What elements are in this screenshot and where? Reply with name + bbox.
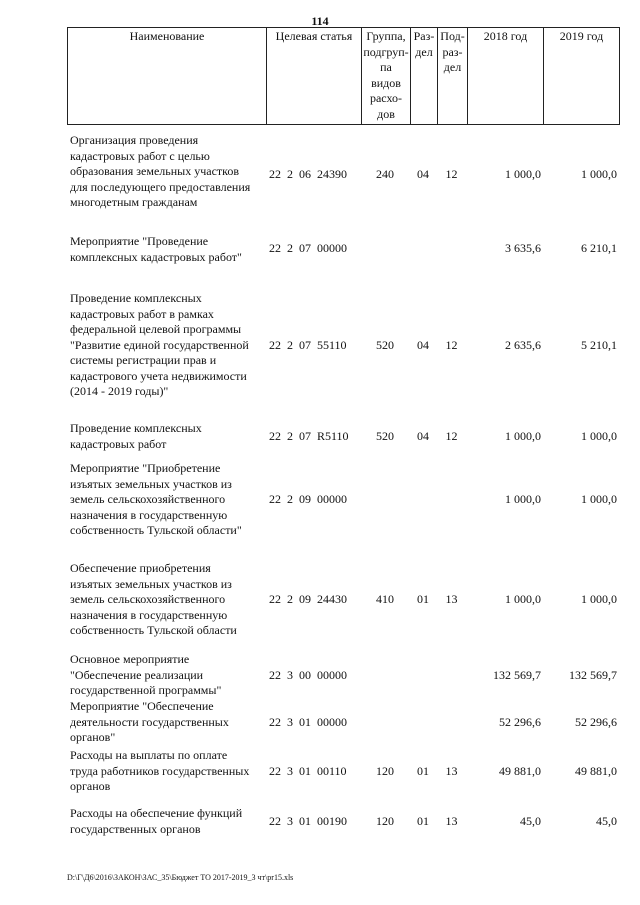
table-header (67, 27, 620, 125)
row-group: 520 (376, 429, 394, 443)
row-target-code: 22 2 07 R5110 (269, 429, 349, 443)
row-name (70, 699, 270, 746)
page-number: 114 (311, 14, 329, 28)
row-amount-2018: 1 000,0 (505, 429, 541, 443)
row-name-line: Расходы на обеспечение функций (70, 806, 243, 820)
row-group: 120 (376, 764, 394, 778)
row-name-line: кадастровых работ с целью (70, 148, 210, 163)
header-razdel-line: дел (415, 44, 433, 59)
row-razdel: 04 (417, 429, 429, 443)
row-name-line: кадастрового учета недвижимости (70, 368, 247, 383)
row-amount-2019: 1 000,0 (581, 429, 617, 443)
row-name-line: кадастровых работ в рамках (70, 306, 214, 321)
row-target-code: 22 2 09 00000 (269, 492, 347, 506)
header-year-2019: 2019 год (543, 28, 619, 124)
row-name-line: деятельности государственных (70, 714, 229, 729)
header-group-line: па (380, 60, 392, 74)
row-group: 240 (376, 167, 394, 181)
row-amount-2019: 1 000,0 (581, 592, 617, 606)
header-podrazdel-line: Под- (440, 29, 465, 43)
row-name-line: "Обеспечение реализации (70, 667, 204, 682)
row-name-line: труда работников государственных (70, 763, 250, 778)
row-amount-2018: 49 881,0 (499, 764, 541, 778)
row-razdel: 01 (417, 814, 429, 828)
row-name (70, 806, 270, 837)
row-amount-2019: 6 210,1 (581, 241, 617, 255)
row-podrazdel: 13 (445, 764, 458, 778)
row-target-code: 22 2 07 00000 (269, 241, 347, 255)
row-name-line: Организация проведения (70, 133, 199, 147)
row-target-code: 22 2 06 24390 (269, 167, 347, 181)
row-name-line: Проведение комплексных (70, 291, 202, 305)
row-name (70, 652, 270, 699)
row-name-line: изъятых земельных участков из (70, 576, 232, 591)
row-name-line: для последующего предоставления (70, 179, 251, 194)
row-name-line: федеральной целевой программы (70, 322, 242, 336)
row-name-line: собственность Тульской области (70, 623, 237, 637)
row-name-line: (2014 - 2019 годы)" (70, 384, 169, 398)
header-target-article: Целевая статья (266, 28, 361, 124)
row-name-line: комплексных кадастровых работ" (70, 249, 242, 264)
row-name-line: Мероприятие "Обеспечение (70, 699, 214, 713)
row-amount-2018: 45,0 (520, 814, 541, 828)
footer-file-path: D:\Г\Д6\2016\ЗАКОН\ЗАС_35\Бюджет ТО 2017-2019_3 чт\pr15.xls (67, 873, 294, 882)
row-amount-2019: 5 210,1 (581, 338, 617, 352)
row-name-line: Мероприятие "Приобретение (70, 461, 221, 475)
row-razdel: 01 (417, 764, 429, 778)
row-name-line: многодетным гражданам (70, 195, 198, 209)
row-name (70, 461, 270, 539)
row-razdel: 04 (417, 167, 429, 181)
row-name-line: собственность Тульской области" (70, 523, 242, 537)
row-name-line: изъятых земельных участков из (70, 476, 232, 491)
row-name-line: органов (70, 779, 111, 793)
row-amount-2019: 52 296,6 (575, 715, 617, 729)
row-name-line: Расходы на выплаты по оплате (70, 748, 228, 762)
header-group-line: расхо- (369, 91, 403, 105)
header-group-line: видов (371, 75, 401, 90)
row-target-code: 22 2 07 55110 (269, 338, 347, 352)
row-name (70, 291, 270, 400)
row-amount-2018: 1 000,0 (505, 492, 541, 506)
row-name (70, 133, 270, 211)
header-name: Наименование (129, 29, 205, 43)
row-name-line: земель сельскохозяйственного (70, 492, 226, 506)
row-name (70, 421, 270, 452)
header-razdel (410, 28, 437, 124)
header-group-line: подгруп- (363, 44, 409, 59)
row-amount-2019: 45,0 (596, 814, 617, 828)
row-name-line: органов" (70, 730, 116, 744)
row-target-code: 22 3 01 00190 (269, 814, 347, 828)
row-amount-2018: 3 635,6 (505, 241, 541, 255)
row-target-code: 22 2 09 24430 (269, 592, 347, 606)
row-name-line: государственной программы" (70, 683, 222, 697)
row-razdel: 04 (417, 338, 429, 352)
row-name-line: кадастровых работ (70, 436, 167, 451)
row-name-line: Основное мероприятие (70, 652, 190, 666)
row-target-code: 22 3 01 00110 (269, 764, 347, 778)
row-name-line: Проведение комплексных (70, 421, 202, 435)
row-group: 410 (376, 592, 394, 606)
row-amount-2018: 132 569,7 (493, 668, 541, 682)
row-amount-2019: 49 881,0 (575, 764, 617, 778)
row-razdel: 01 (417, 592, 429, 606)
row-name-line: "Развитие единой государственной (70, 337, 249, 352)
row-podrazdel: 12 (445, 167, 458, 181)
header-podrazdel-line: дел (443, 60, 462, 74)
row-amount-2018: 1 000,0 (505, 167, 541, 181)
header-group-line: Группа, (366, 29, 406, 43)
row-amount-2019: 132 569,7 (569, 668, 617, 682)
row-podrazdel: 13 (445, 814, 458, 828)
header-podrazdel-line: раз- (442, 44, 463, 59)
row-target-code: 22 3 01 00000 (269, 715, 347, 729)
row-name (70, 234, 270, 265)
row-name-line: назначения в государственную (70, 607, 228, 622)
row-podrazdel: 12 (445, 429, 458, 443)
row-group: 120 (376, 814, 394, 828)
row-name-line: земель сельскохозяйственного (70, 592, 226, 606)
row-name (70, 748, 270, 795)
row-amount-2018: 2 635,6 (505, 338, 541, 352)
header-group (361, 28, 410, 124)
header-podrazdel (437, 28, 467, 124)
row-amount-2018: 1 000,0 (505, 592, 541, 606)
header-year-2018: 2018 год (467, 28, 543, 124)
row-name-line: Обеспечение приобретения (70, 561, 211, 575)
row-name-line: назначения в государственную (70, 507, 228, 522)
row-name-line: системы регистрации прав и (70, 353, 217, 367)
row-podrazdel: 13 (445, 592, 458, 606)
row-name-line: образования земельных участков (70, 164, 240, 178)
row-amount-2018: 52 296,6 (499, 715, 541, 729)
row-target-code: 22 3 00 00000 (269, 668, 347, 682)
row-group: 520 (376, 338, 394, 352)
row-amount-2019: 1 000,0 (581, 167, 617, 181)
row-name (70, 561, 270, 639)
header-razdel-line: Раз- (413, 29, 435, 43)
row-amount-2019: 1 000,0 (581, 492, 617, 506)
row-name-line: государственных органов (70, 821, 201, 836)
header-group-line: дов (377, 106, 395, 121)
row-podrazdel: 12 (445, 338, 458, 352)
row-name-line: Мероприятие "Проведение (70, 234, 209, 248)
